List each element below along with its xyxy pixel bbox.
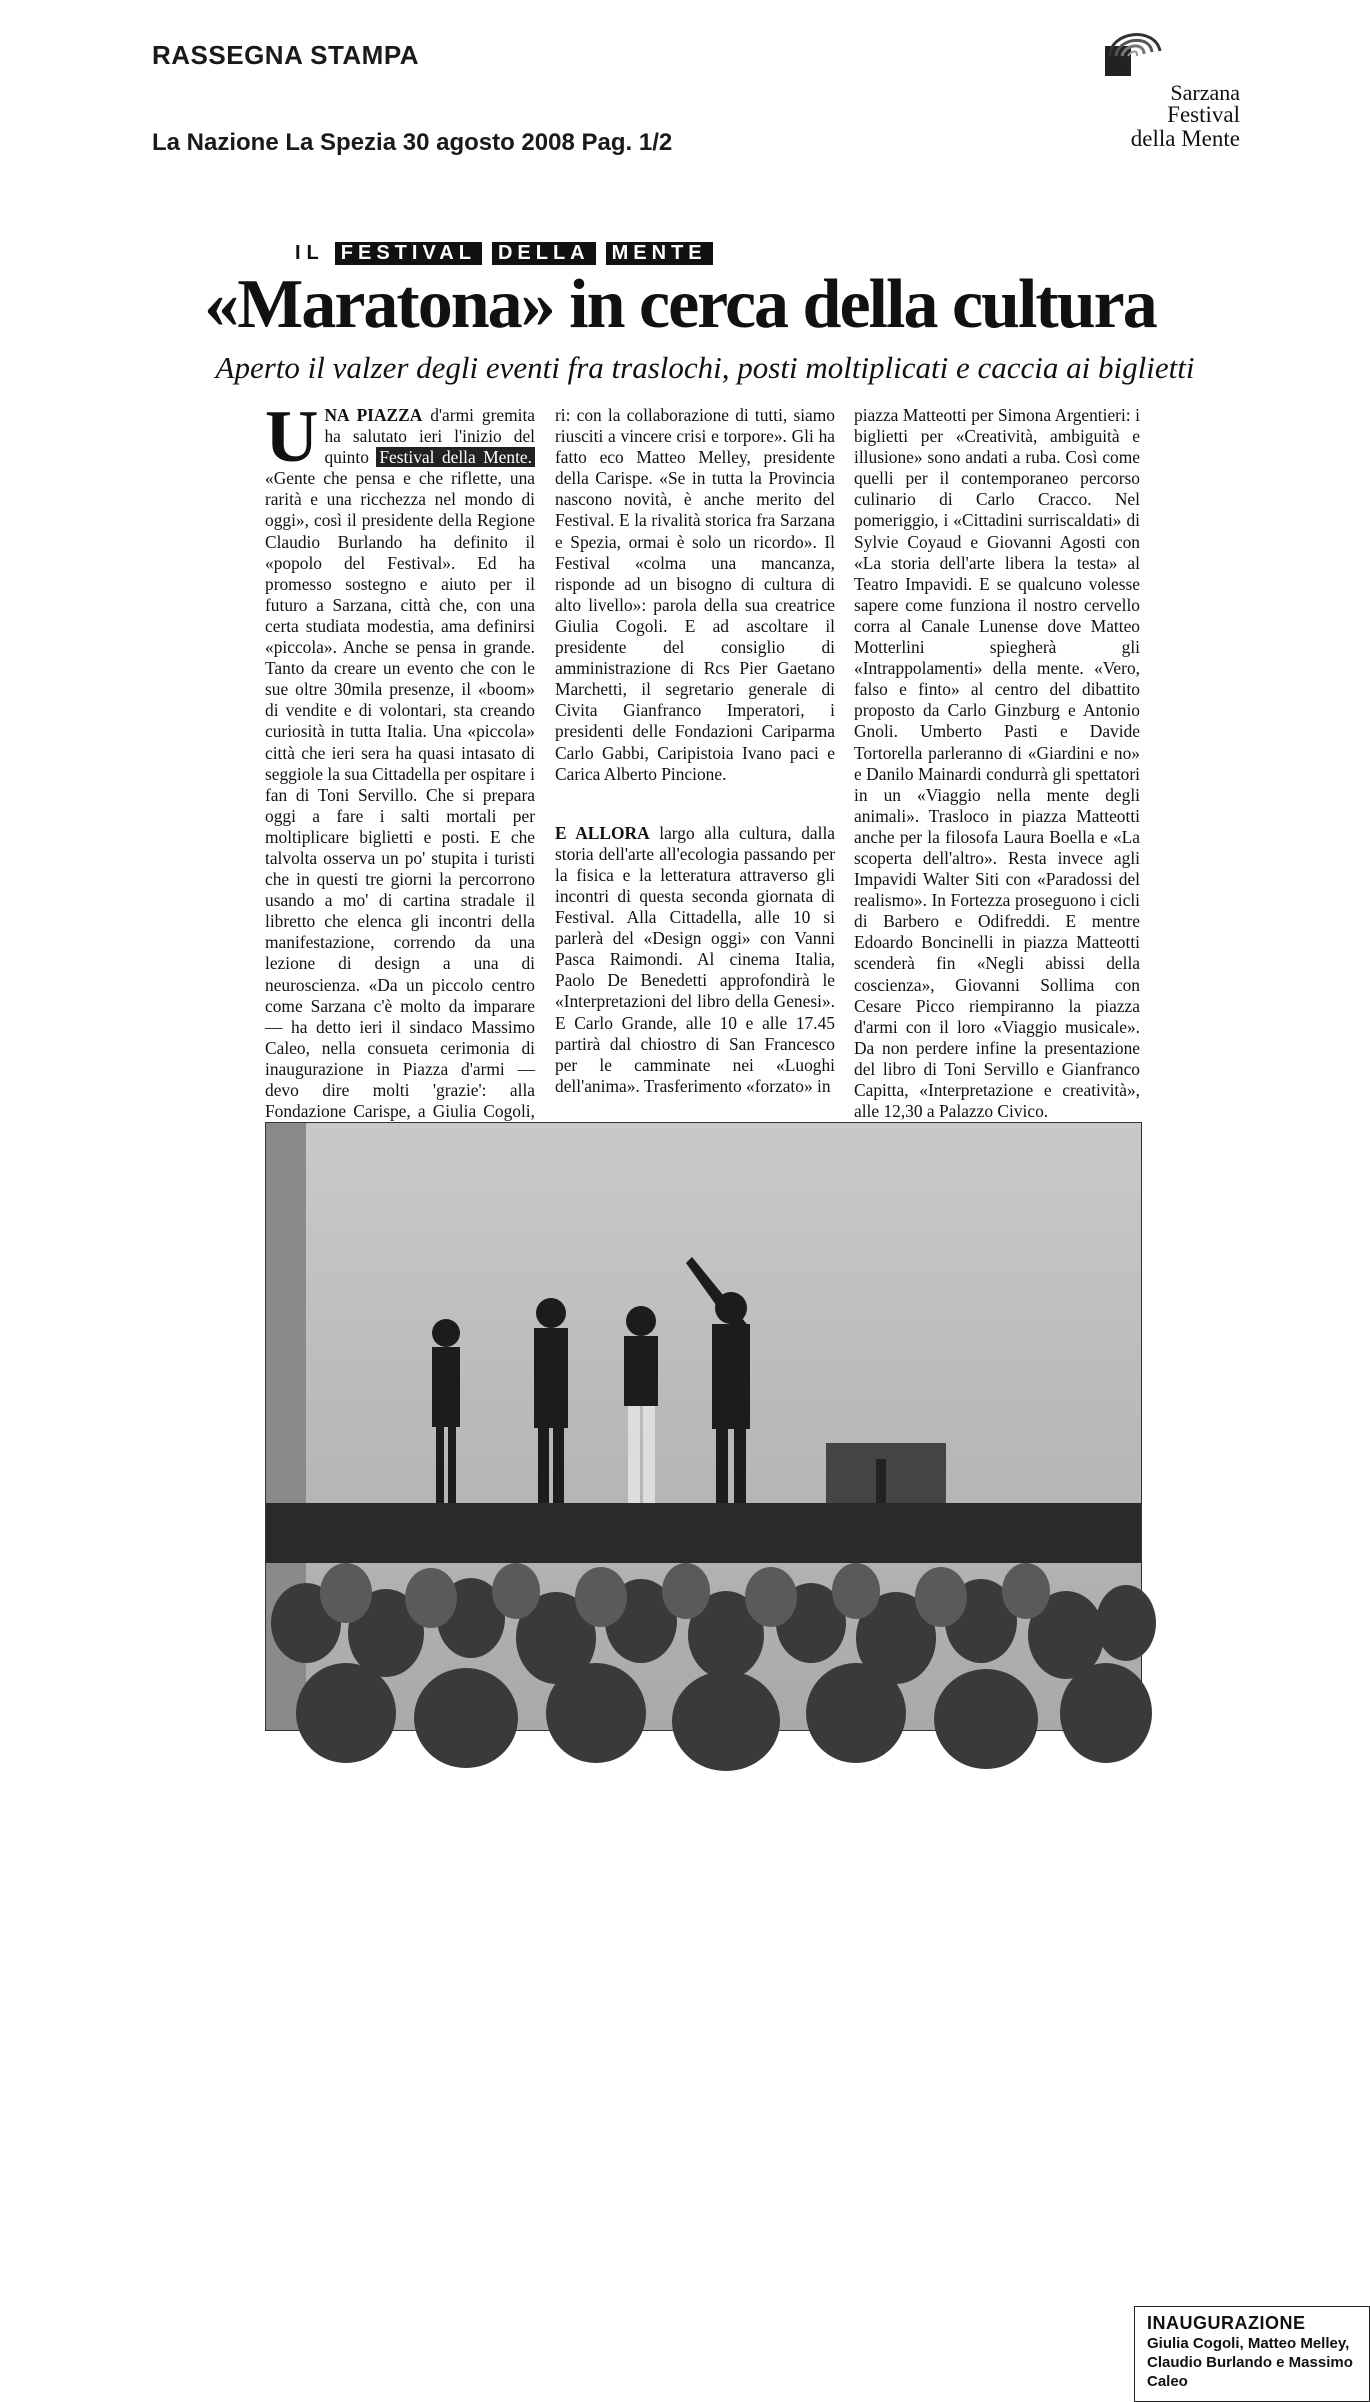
- kicker-word: FESTIVAL: [335, 242, 482, 265]
- caption-body: Giulia Cogoli, Matteo Melley, Claudio Burlando e Massimo Caleo: [1147, 2335, 1353, 2390]
- paragraph-text: largo alla cultura, dalla storia dell'arte all'ecologia passando per la fisica e la letteratura attraverso gli incontri di questa seconda giornata di Festival. Alla Cittadella, alle 10 si parlerà del «Design oggi» con Vanni Pasca Raimondi. Al cinema Italia, Paolo De Benedetti approfondirà le «Interpretazioni del libro della Genesi». E Carlo Grande, alle 10 e alle 17.45 partirà dal chiostro di San Francesco per le camminate nei «Luoghi dell'anima». Trasferimento «forzato» in: [555, 822, 836, 1096]
- kicker-prefix: IL: [295, 242, 325, 264]
- inauguration-photo: [265, 1122, 1353, 2390]
- article-title: «Maratona» in cerca della cultura: [204, 266, 1156, 343]
- lead-in: NA PIAZZA: [324, 405, 423, 425]
- article-paragraph: piazza Matteotti per Simona Argentieri: i biglietti per «Creatività, ambiguità e illusione» sono andati a ruba. Così come quelli per il contemporaneo percorso culinario di Carlo Cracco. Nel pomeriggio, i «Cittadini surriscaldati» di Sylvie Coyaud e Giovanni Agosti con «La storia dell'arte libera la testa» al Teatro Impavidi. E se qualcuno volesse sapere come funziona il nostro cervello corra al Canale Lunense dove Matteo Motterlini spiegherà gli «Intrappolamenti» della mente. «Vero, falso e finto» al centro del dibattito proposto da Carlo Ginzburg e Antonio Gnoli. Umberto Pasti e Davide Tortorella parleranno di «Giardini e no» e Danilo Mainardi condurrà gli spettatori in un «Viaggio nella mente degli animali». Trasloco in piazza Matteotti anche per la filosofa Laura Boella e «La scoperta dell'altro». Resta invece agli Impavidi Walter Siti con «Paradossi del realismo». In Fortezza proseguono i cicli di Barbero e Odifreddi. E mentre Edoardo Boncinelli in piazza Matteotti scenderà fin «Negli abissi della coscienza», Giovanni Sollima con Cesare Picco riempiranno la piazza d'armi con il loro «Viaggio musicale». Da non perdere infine la presentazione del libro di Toni Servillo e Gianfranco Capitta, «Interpretazione e creatività», alle 12,30 a Palazzo Civico.: [854, 405, 1140, 1122]
- source-line: La Nazione La Spezia 30 agosto 2008 Pag. 1/2: [152, 129, 673, 156]
- article-column-1: [265, 396, 535, 1143]
- article-paragraph: ri: con la collaborazione di tutti, siamo riusciti a vincere crisi e torpore». Gli ha fatto eco Matteo Melley, presidente della Carispe. «Se in tutta la Provincia nascono novità, è anche merito del Festival. E la rivalità storica fra Sarzana e Spezia, ormai è solo un ricordo». Il Festival «colma una mancanza, risponde ad un bisogno di cultura di alto livello»: parola della sua creatrice Giulia Cogoli. E ad ascoltare il presidente del consiglio di amministrazione di Rcs Pier Gaetano Marchetti, il segretario generale di Civita Gianfranco Imperatori, i presidenti delle Fondazioni Cariparma Carlo Gabbi, Caripistoia Ivano paci e Carica Alberto Pincione.: [555, 405, 835, 784]
- article-paragraph: [555, 823, 835, 1097]
- kicker-word: MENTE: [606, 242, 713, 265]
- lead-in: E ALLORA: [555, 822, 650, 843]
- stage-photo-illustration: [266, 1123, 1141, 1730]
- paragraph-text: «Gente che pensa e che riflette, una rarità e una ricchezza nel mondo di oggi», così il presidente della Regione Claudio Burlando ha definito il «popolo del Festival». Ed ha promesso sostegno e aiuto per il futuro a Sarzana, città che, con una certa studiata modestia, ama definirsi «piccola». Anche se pensa in grande. Tanto da creare un evento che con le sue oltre 30mila presenze, il «boom» di vendite e di volontari, sta creando curiosità in tutta Italia. Una «piccola» città che ieri sera ha quasi intasato di seggiole la sua Cittadella per ospitare i fan di Toni Servillo. Che si prepara oggi a fare i salti mortali per moltiplicare biglietti e posti. E che talvolta osserva un po' stupita i turisti che in questi tre giorni la percorrono usando a mo' di cartina stradale il libretto che elenca gli incontri della manifestazione, correndo da una lezione di design a una di neuroscienza. «Da un piccolo centro come Sarzana c'è molto da imparare — ha detto ieri il sindaco Massimo Caleo, nella consueta cerimonia di inaugurazione in Piazza d'armi — devo dire molti 'grazie': alla Fondazione Carispe, a Giulia Cogoli,: [265, 468, 535, 1122]
- article-paragraph: [265, 396, 535, 1143]
- paragraph-text: d'armi gremita ha salutato ieri l'inizio del quinto: [324, 405, 535, 468]
- logo-line-1: Sarzana: [1170, 80, 1240, 105]
- kicker-word: DELLA: [492, 242, 596, 265]
- article-column-2: [555, 405, 835, 1097]
- festival-swirl-logo-icon: [1080, 26, 1170, 86]
- article-kicker: [295, 242, 713, 265]
- logo-line-3: della Mente: [1130, 126, 1240, 151]
- article-column-3: [854, 405, 1140, 1145]
- festival-logo: [1040, 26, 1240, 156]
- section-label: RASSEGNA STAMPA: [152, 40, 420, 70]
- drop-cap: U: [265, 396, 319, 478]
- festival-highlight: Festival della Mente.: [376, 447, 535, 467]
- logo-line-2: Festival: [1167, 102, 1240, 127]
- photo-caption: [1134, 2306, 1370, 2402]
- caption-heading: INAUGURAZIONE: [1147, 2313, 1306, 2333]
- press-header: [152, 40, 672, 157]
- article-subtitle: Aperto il valzer degli eventi fra traslochi, posti moltiplicati e caccia ai biglietti: [215, 350, 1195, 385]
